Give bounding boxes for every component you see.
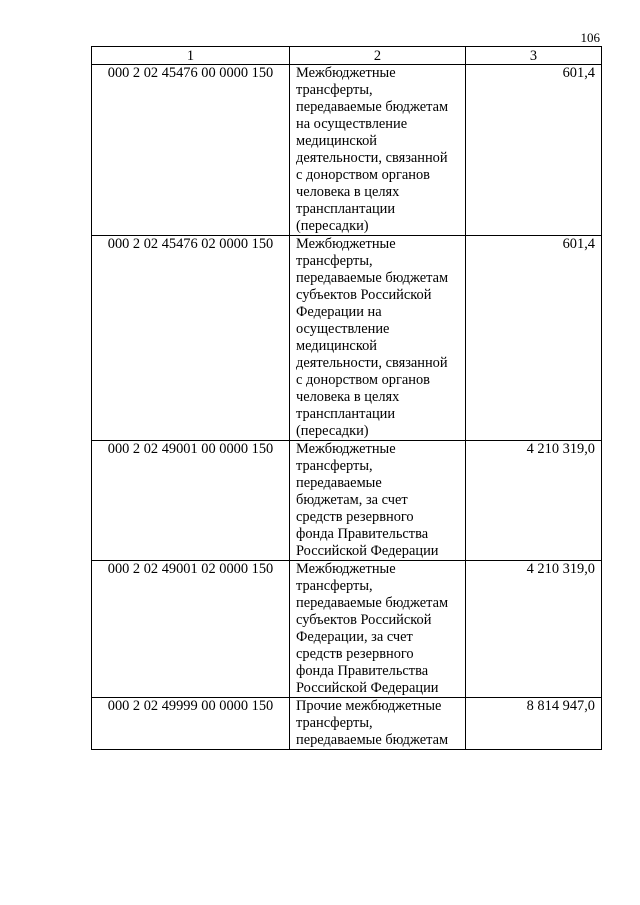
budget-code-cell: 000 2 02 49001 02 0000 150 bbox=[92, 561, 290, 698]
table-row bbox=[92, 441, 602, 561]
table-row bbox=[92, 236, 602, 441]
budget-code-cell: 000 2 02 45476 02 0000 150 bbox=[92, 236, 290, 441]
budget-table bbox=[91, 46, 602, 750]
amount-cell: 4 210 319,0 bbox=[466, 441, 602, 561]
table-row bbox=[92, 698, 602, 750]
amount-cell: 601,4 bbox=[466, 236, 602, 441]
column-header-1: 1 bbox=[92, 47, 290, 65]
column-header-2: 2 bbox=[290, 47, 466, 65]
budget-code-cell: 000 2 02 45476 00 0000 150 bbox=[92, 65, 290, 236]
item-name-cell: Межбюджетные трансферты, передаваемые бюджетам субъектов Российской Федерации на осуществление медицинской деятельности, связанной с донорством органов человека в целях трансплантации (пересадки) bbox=[290, 236, 466, 441]
page-number: 106 bbox=[580, 30, 600, 45]
item-name-cell: Межбюджетные трансферты, передаваемые бюджетам субъектов Российской Федерации, за счет средств резервного фонда Правительства Российской Федерации bbox=[290, 561, 466, 698]
table-row bbox=[92, 65, 602, 236]
amount-cell: 8 814 947,0 bbox=[466, 698, 602, 750]
header-row bbox=[92, 47, 602, 65]
amount-cell: 4 210 319,0 bbox=[466, 561, 602, 698]
budget-code-cell: 000 2 02 49001 00 0000 150 bbox=[92, 441, 290, 561]
budget-code-cell: 000 2 02 49999 00 0000 150 bbox=[92, 698, 290, 750]
item-name-cell: Прочие межбюджетные трансферты, передаваемые бюджетам bbox=[290, 698, 466, 750]
column-header-3: 3 bbox=[466, 47, 602, 65]
item-name-cell: Межбюджетные трансферты, передаваемые бюджетам на осуществление медицинской деятельности, связанной с донорством органов человека в целях трансплантации (пересадки) bbox=[290, 65, 466, 236]
amount-cell: 601,4 bbox=[466, 65, 602, 236]
item-name-cell: Межбюджетные трансферты, передаваемые бюджетам, за счет средств резервного фонда Правительства Российской Федерации bbox=[290, 441, 466, 561]
table-row bbox=[92, 561, 602, 698]
